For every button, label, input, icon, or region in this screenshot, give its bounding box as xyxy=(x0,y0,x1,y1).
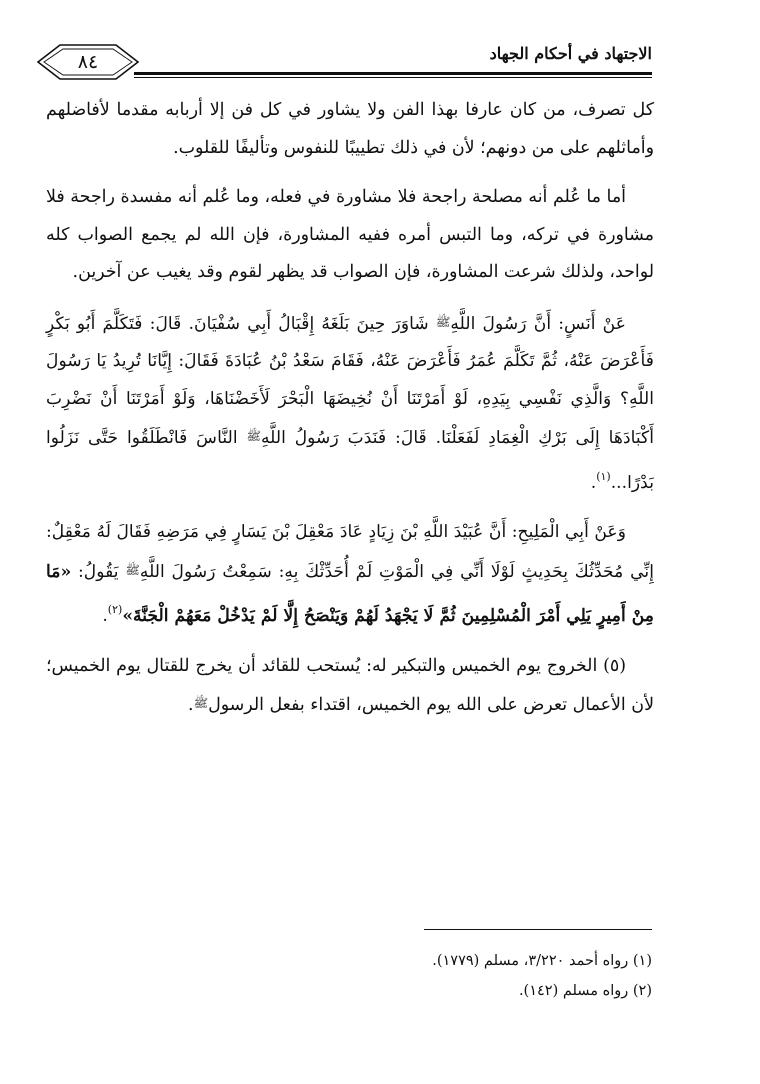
hadith-quote: «مَا مِنْ أَمِيرٍ يَلِي أَمْرَ الْمُسْلِمِينَ ثُمَّ لَا يَجْهَدُ لَهُمْ وَيَنْصَحُ إِلَّا لَمْ يَدْخُلْ مَعَهُمْ الْجَنَّةَ» xyxy=(46,561,654,626)
footnote-ref-1: (١) xyxy=(596,469,611,483)
page-number: ٨٤ xyxy=(77,51,99,73)
salutation-glyph: ﷺ xyxy=(125,562,140,577)
running-header xyxy=(36,36,652,78)
paragraph-2: أما ما عُلم أنه مصلحة راجحة فلا مشاورة في فعله، وما عُلم أنه مفسدة راجحة فلا مشاورة في تركه، وما التبس أمره ففيه المشاورة، فإن الله لم يجمع الصواب كله لواحد، ولذلك شرعت المشاورة، فإن الصواب قد يظهر لقوم وقد يغيب عن آخرين. xyxy=(46,187,654,282)
footnote-1: (١) رواه أحمد ٣/٢٢٠، مسلم (١٧٧٩). xyxy=(432,953,652,969)
section-5-lead: (٥) الخروج يوم الخميس والتبكير له: xyxy=(366,655,627,676)
hadith-abu-malih-part-a: وَعَنْ أَبِي الْمَلِيحِ: أَنَّ عُبَيْدَ اللَّهِ بْنَ زِيَادٍ عَادَ مَعْقِلَ بْنَ يَسَارٍ فِي مَرَضِهِ فَقَالَ لَهُ مَعْقِلٌ: إِنِّي مُحَدِّثُكَ بِحَدِيثٍ لَوْلَا أَنِّي فِي الْمَوْتِ لَمْ أُحَدِّثْكَ بِهِ: سَمِعْتُ رَسُولَ اللَّهِ xyxy=(46,522,654,582)
salutation-glyph: ﷺ xyxy=(246,429,261,443)
salutation-glyph: ﷺ xyxy=(435,314,451,329)
section-5-text: يُستحب للقائد أن يخرج للقتال يوم الخميس؛ لأن الأعمال تعرض على الله يوم الخميس، اقتداء بفعل الرسول xyxy=(46,655,654,715)
salutation-glyph: ﷺ xyxy=(193,696,209,710)
hadith-abu-malih: وَعَنْ أَبِي الْمَلِيحِ: أَنَّ عُبَيْدَ اللَّهِ بْنَ زِيَادٍ عَادَ مَعْقِلَ بْنَ يَسَارٍ فِي مَرَضِهِ فَقَالَ لَهُ مَعْقِلٌ: إِنِّي مُحَدِّثُكَ بِحَدِيثٍ لَوْلَا أَنِّي فِي الْمَوْتِ لَمْ أُحَدِّثْكَ بِهِ: سَمِعْتُ رَسُولَ اللَّهِﷺ يَقُولُ: «مَا مِنْ أَمِيرٍ يَلِي أَمْرَ الْمُسْلِمِينَ ثُمَّ لَا يَجْهَدُ لَهُمْ وَيَنْصَحُ إِلَّا لَمْ يَدْخُلْ مَعَهُمْ الْجَنَّةَ»$^{(٢)}$. xyxy=(46,522,654,626)
hadith-anas-part-a: عَنْ أَنَسٍ: أَنَّ رَسُولَ اللَّهِ xyxy=(450,313,626,334)
hadith-anas: عَنْ أَنَسٍ: أَنَّ رَسُولَ اللَّهِﷺ شَاوَرَ حِينَ بَلَغَهُ إِقْبَالُ أَبِي سُفْيَانَ. قَالَ: فَتَكَلَّمَ أَبُو بَكْرٍ فَأَعْرَضَ عَنْهُ، ثُمَّ تَكَلَّمَ عُمَرُ فَأَعْرَضَ عَنْهُ، فَقَامَ سَعْدُ بْنُ عُبَادَةَ فَقَالَ: إِيَّانَا تُرِيدُ يَا رَسُولَ اللَّهِ؟ وَالَّذِي نَفْسِي بِيَدِهِ، لَوْ أَمَرْتَنَا أَنْ نُخِيضَهَا الْبَحْرَ لَأَخَضْنَاهَا، وَلَوْ أَمَرْتَنَا أَنْ نَضْرِبَ أَكْبَادَهَا إِلَى بَرْكِ الْغِمَادِ لَفَعَلْنَا. قَالَ: فَنَدَبَ رَسُولُ اللَّهِﷺ النَّاسَ فَانْطَلَقُوا حَتَّى نَزَلُوا بَدْرًا...$^{(١)}$. xyxy=(46,313,654,493)
footnote-ref-2: (٢) xyxy=(107,603,123,616)
footnotes xyxy=(46,946,652,1006)
footnote-2: (٢) رواه مسلم (١٤٢). xyxy=(518,983,652,999)
footnote-rule xyxy=(424,929,652,930)
page-body xyxy=(46,92,654,737)
hadith-anas-part-c: النَّاسَ فَانْطَلَقُوا حَتَّى نَزَلُوا بَدْرًا... xyxy=(46,428,654,493)
running-title: الاجتهاد في أحكام الجهاد xyxy=(489,44,652,63)
hadith-abu-malih-part-b: يَقُولُ: xyxy=(77,561,119,582)
paragraph-1: كل تصرف، من كان عارفا بهذا الفن ولا يشاور في كل فن إلا أربابه مقدما لأفاضلهم وأماثلهم على من دونهم؛ لأن في ذلك تطييبًا للنفوس وتأليفًا للقلوب. xyxy=(46,100,654,158)
paragraph-5: (٥) الخروج يوم الخميس والتبكير له: يُستحب للقائد أن يخرج للقتال يوم الخميس؛ لأن الأعمال تعرض على الله يوم الخميس، اقتداء بفعل الرسولﷺ. xyxy=(46,655,654,715)
header-rule xyxy=(134,72,652,78)
hadith-anas-part-b: شَاوَرَ حِينَ بَلَغَهُ إِقْبَالُ أَبِي سُفْيَانَ. قَالَ: فَتَكَلَّمَ أَبُو بَكْرٍ فَأَعْرَضَ عَنْهُ، ثُمَّ تَكَلَّمَ عُمَرُ فَأَعْرَضَ عَنْهُ، فَقَامَ سَعْدُ بْنُ عُبَادَةَ فَقَالَ: إِيَّانَا تُرِيدُ يَا رَسُولَ اللَّهِ؟ وَالَّذِي نَفْسِي بِيَدِهِ، لَوْ أَمَرْتَنَا أَنْ نُخِيضَهَا الْبَحْرَ لَأَخَضْنَاهَا، وَلَوْ أَمَرْتَنَا أَنْ نَضْرِبَ أَكْبَادَهَا إِلَى بَرْكِ الْغِمَادِ لَفَعَلْنَا. قَالَ: فَنَدَبَ رَسُولُ اللَّهِ xyxy=(46,313,654,448)
page-number-badge xyxy=(36,42,140,82)
